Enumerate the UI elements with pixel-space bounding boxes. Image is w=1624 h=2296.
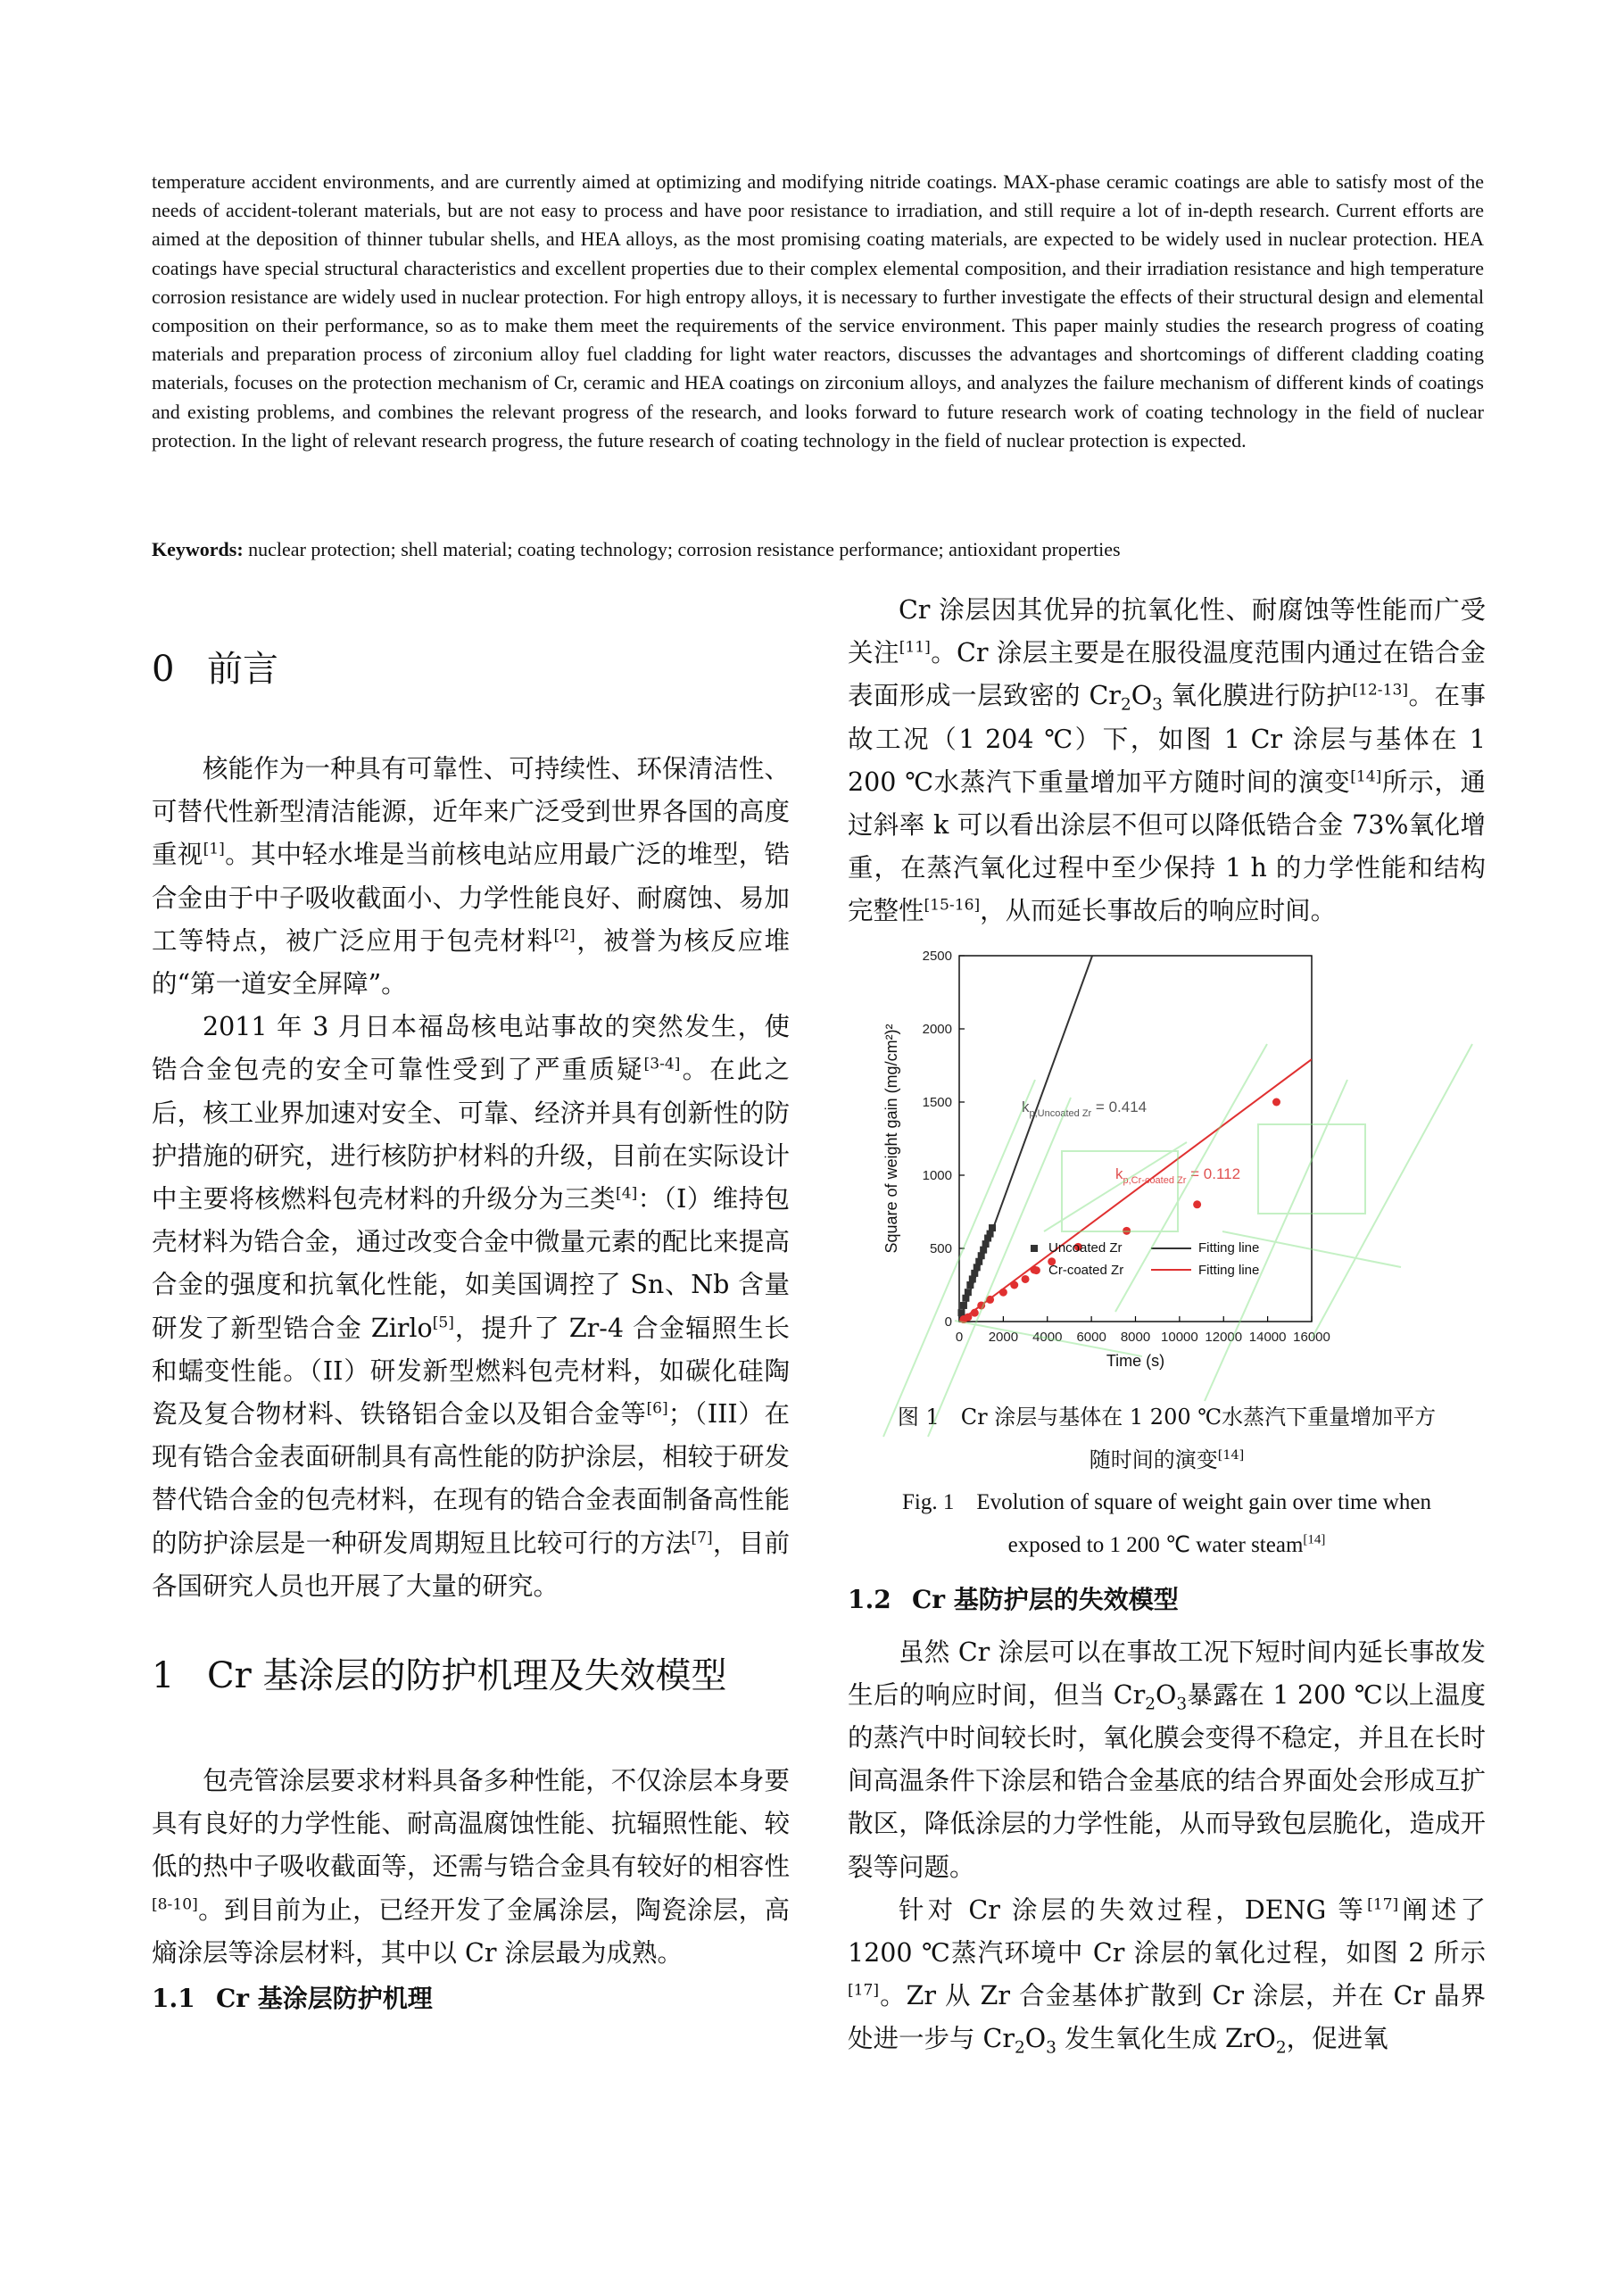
citation: [6]: [646, 1399, 668, 1418]
keywords-label: Keywords:: [152, 538, 244, 560]
paragraph: 虽然 Cr 涂层可以在事故工况下短时间内延长事故发生后的响应时间，但当 $Cr_2O_3$暴露在 1 200 ℃以上温度的蒸汽中时间较长时，氧化膜会变得不稳定，并且在长时间高温条件下涂层和锆合金基底的结合界面处会形成互扩散区，降低涂层的力学性能，从而导致包层脆化，造成开裂等问题。: [848, 1637, 1486, 1882]
data-point-coated: [971, 1308, 979, 1316]
data-point-uncoated: [989, 1224, 996, 1231]
x-tick-label: 14000: [1248, 1329, 1287, 1345]
citation: [14]: [1350, 767, 1382, 786]
legend-label-uncoated: Uncoated Zr: [1048, 1239, 1123, 1256]
subsection-heading: [152, 1975, 790, 2023]
data-point-coated: [977, 1301, 985, 1309]
section1-heading: [152, 1608, 790, 1760]
abstract-text: temperature accident environments, and are currently aimed at optimizing and modifying nitride coatings. MAX-phase ceramic coatings are able to satisfy most of the needs of accident-tolerant materials, but are not easy to process and have poor resistance to irradiation, and still require a lot of in-depth research. Current efforts are aimed at the deposition of thinner tubular shells, and HEA alloys, as the most promising coating materials, are expected to be widely used in nuclear protection. HEA coatings have special structural characteristics and excellent properties due to their complex elemental composition, and their irradiation resistance and high temperature corrosion resistance are widely used in nuclear protection. For high entropy alloys, it is necessary to further investigate the effects of their structural design and elemental composition on their performance, so as to make them meet the requirements of the service environment. This paper mainly studies the research progress of coating materials and preparation process of zirconium alloy fuel cladding for light water reactors, discusses the advantages and shortcomings of different cladding coating materials, focuses on the protection mechanism of Cr, ceramic and HEA coatings on zirconium alloys, and analyzes the failure mechanism of different kinds of coatings and existing problems, and combines the relevant progress of the research, and looks forward to future research work of coating technology in the field of nuclear protection. In the light of relevant research progress, the future research of coating technology in the field of nuclear protection is expected.: [152, 170, 1484, 452]
data-point-coated: [986, 1296, 994, 1304]
y-tick-label: 1000: [922, 1167, 952, 1183]
data-point-coated: [1193, 1200, 1201, 1208]
subsection-title: Cr 基涂层防护机理: [216, 1984, 433, 2014]
data-point-uncoated: [960, 1302, 967, 1309]
data-point-coated: [1010, 1281, 1018, 1289]
citation: [3-4]: [643, 1055, 681, 1073]
section-title: Cr 基涂层的防护机理及失效模型: [207, 1655, 727, 1697]
y-tick-label: 0: [944, 1314, 952, 1330]
citation: [15-16]: [924, 896, 981, 915]
citation: [8-10]: [152, 1895, 198, 1914]
left-column: [152, 589, 790, 2023]
citation: [5]: [432, 1314, 454, 1332]
keywords: [152, 535, 1484, 564]
weight-gain-chart: [848, 933, 1486, 1388]
citation: [1]: [203, 840, 225, 858]
section-title: 前言: [207, 649, 278, 690]
subsection-number: 1.1: [152, 1984, 195, 2014]
data-point-uncoated: [957, 1309, 965, 1316]
legend-marker-uncoated: [1031, 1245, 1038, 1252]
citation: [17]: [1367, 1895, 1399, 1914]
citation: [12-13]: [1352, 681, 1409, 700]
data-point-coated: [964, 1313, 972, 1321]
y-tick-label: 1500: [922, 1094, 952, 1110]
paragraph: Cr 涂层因其优异的抗氧化性、耐腐蚀等性能而广受关注[11]。Cr 涂层主要是在服役温度范围内通过在锆合金表面形成一层致密的 $Cr_2O_3$ 氧化膜进行防护[12-13]。在事故工况（1 204 ℃）下，如图 1 Cr 涂层与基体在 1 200 ℃水蒸汽下重量增加平方随时间的演变[14]所示，通过斜率 k 可以看出涂层不但可以降低锆合金 73%氧化增重，在蒸汽氧化过程中至少保持 1 h 的力学性能和结构完整性[15-16]，从而延长事故后的响应时间。: [848, 595, 1486, 926]
subsection-heading: [848, 1567, 1486, 1631]
citation: [4]: [616, 1184, 638, 1203]
data-point-coated: [1123, 1226, 1131, 1234]
x-tick-label: 12000: [1205, 1329, 1243, 1345]
x-axis-label: Time (s): [1106, 1351, 1165, 1370]
subsection-number: 1.2: [848, 1584, 891, 1614]
slope-annotation-uncoated: $k_{p,Uncoated Zr} = 0.414$: [1022, 1098, 1148, 1119]
right-column: [848, 589, 1486, 2061]
slope-annotation-coated: $k_{p,Cr-coated Zr} = 0.112$: [1115, 1165, 1241, 1186]
legend-label-fit: Fitting line: [1198, 1262, 1260, 1278]
x-tick-label: 0: [955, 1329, 964, 1345]
citation: [11]: [899, 638, 931, 657]
y-tick-label: 500: [929, 1240, 952, 1256]
figure-caption-en: Fig. 1 Evolution of square of weight gain over time when exposed to 1 200 ℃ water steam[14]: [902, 1489, 1431, 1557]
x-tick-label: 10000: [1161, 1329, 1198, 1345]
keywords-list: nuclear protection; shell material; coating technology; corrosion resistance performance; antioxidant properties: [243, 538, 1121, 560]
y-axis-label: Square of weight gain (mg/cm²)²: [882, 1024, 900, 1254]
figure-caption-cn: 图 1 Cr 涂层与基体在 1 200 ℃水蒸汽下重量增加平方 随时间的演变[14]: [897, 1404, 1437, 1472]
section-number: 0: [152, 649, 175, 690]
paragraph: 包壳管涂层要求材料具备多种性能，不仅涂层本身要具有良好的力学性能、耐高温腐蚀性能、抗辐照性能、较低的热中子吸收截面等，还需与锆合金具有较好的相容性[8-10]。到目前为止，已经开发了金属涂层，陶瓷涂层，高熵涂层等涂层材料，其中以 Cr 涂层最为成熟。: [152, 1766, 790, 1968]
paragraph: 2011 年 3 月日本福岛核电站事故的突然发生，使锆合金包壳的安全可靠性受到了严重质疑[3-4]。在此之后，核工业界加速对安全、可靠、经济并具有创新性的防护措施的研究，进行核防护材料的升级，目前在实际设计中主要将核燃料包壳材料的升级分为三类[4]：（I）维持包壳材料为锆合金，通过改变合金中微量元素的配比来提高合金的强度和抗氧化性能，如美国调控了 Sn、Nb 含量研发了新型锆合金 Zirlo[5]，提升了 Zr-4 合金辐照生长和蠕变性能。（II）研发新型燃料包壳材料，如碳化硅陶瓷及复合物材料、铁铬铝合金以及钼合金等[6]；（III）在现有锆合金表面研制具有高性能的防护涂层，相较于研发替代锆合金的包壳材料，在现有的锆合金表面制备高性能的防护涂层是一种研发周期短且比较可行的方法[7]，目前各国研究人员也开展了大量的研究。: [152, 1012, 790, 1601]
figure-1: [848, 933, 1486, 1388]
data-point-coated: [999, 1288, 1007, 1296]
citation: [2]: [553, 926, 576, 945]
x-tick-label: 2000: [988, 1329, 1019, 1345]
data-point-uncoated: [965, 1289, 972, 1296]
x-tick-label: 6000: [1076, 1329, 1106, 1345]
legend-label-coated: Cr-coated Zr: [1048, 1262, 1124, 1278]
x-tick-label: 16000: [1293, 1329, 1330, 1345]
section-number: 1: [152, 1655, 175, 1697]
paragraph: 针对 Cr 涂层的失效过程，DENG 等[17]阐述了 1200 ℃蒸汽环境中 Cr 涂层的氧化过程，如图 2 所示[17]。Zr 从 Zr 合金基体扩散到 Cr 涂层，并在 Cr 晶界处进一步与 $Cr_2O_3$ 发生氧化生成 ZrO$_2$，促进氧: [848, 1894, 1486, 2059]
citation: [17]: [848, 1981, 880, 2000]
legend-marker-coated: [1031, 1265, 1039, 1273]
x-tick-label: 8000: [1120, 1329, 1151, 1345]
data-point-coated: [1022, 1275, 1030, 1283]
data-point-coated: [1272, 1098, 1280, 1106]
citation: [7]: [691, 1529, 713, 1547]
section0-heading: [152, 589, 790, 712]
x-tick-label: 4000: [1032, 1329, 1063, 1345]
legend-label-fit: Fitting line: [1198, 1239, 1260, 1256]
y-tick-label: 2500: [922, 948, 952, 964]
y-tick-label: 2000: [922, 1021, 952, 1037]
subsection-title: Cr 基防护层的失效模型: [912, 1584, 1179, 1614]
paragraph: 核能作为一种具有可靠性、可持续性、环保清洁性、可替代性新型清洁能源，近年来广泛受到世界各国的高度重视[1]。其中轻水堆是当前核电站应用最广泛的堆型，锆合金由于中子吸收截面小、力学性能良好、耐腐蚀、易加工等特点，被广泛应用于包壳材料[2]，被誉为核反应堆的“第一道安全屏障”。: [152, 754, 790, 999]
